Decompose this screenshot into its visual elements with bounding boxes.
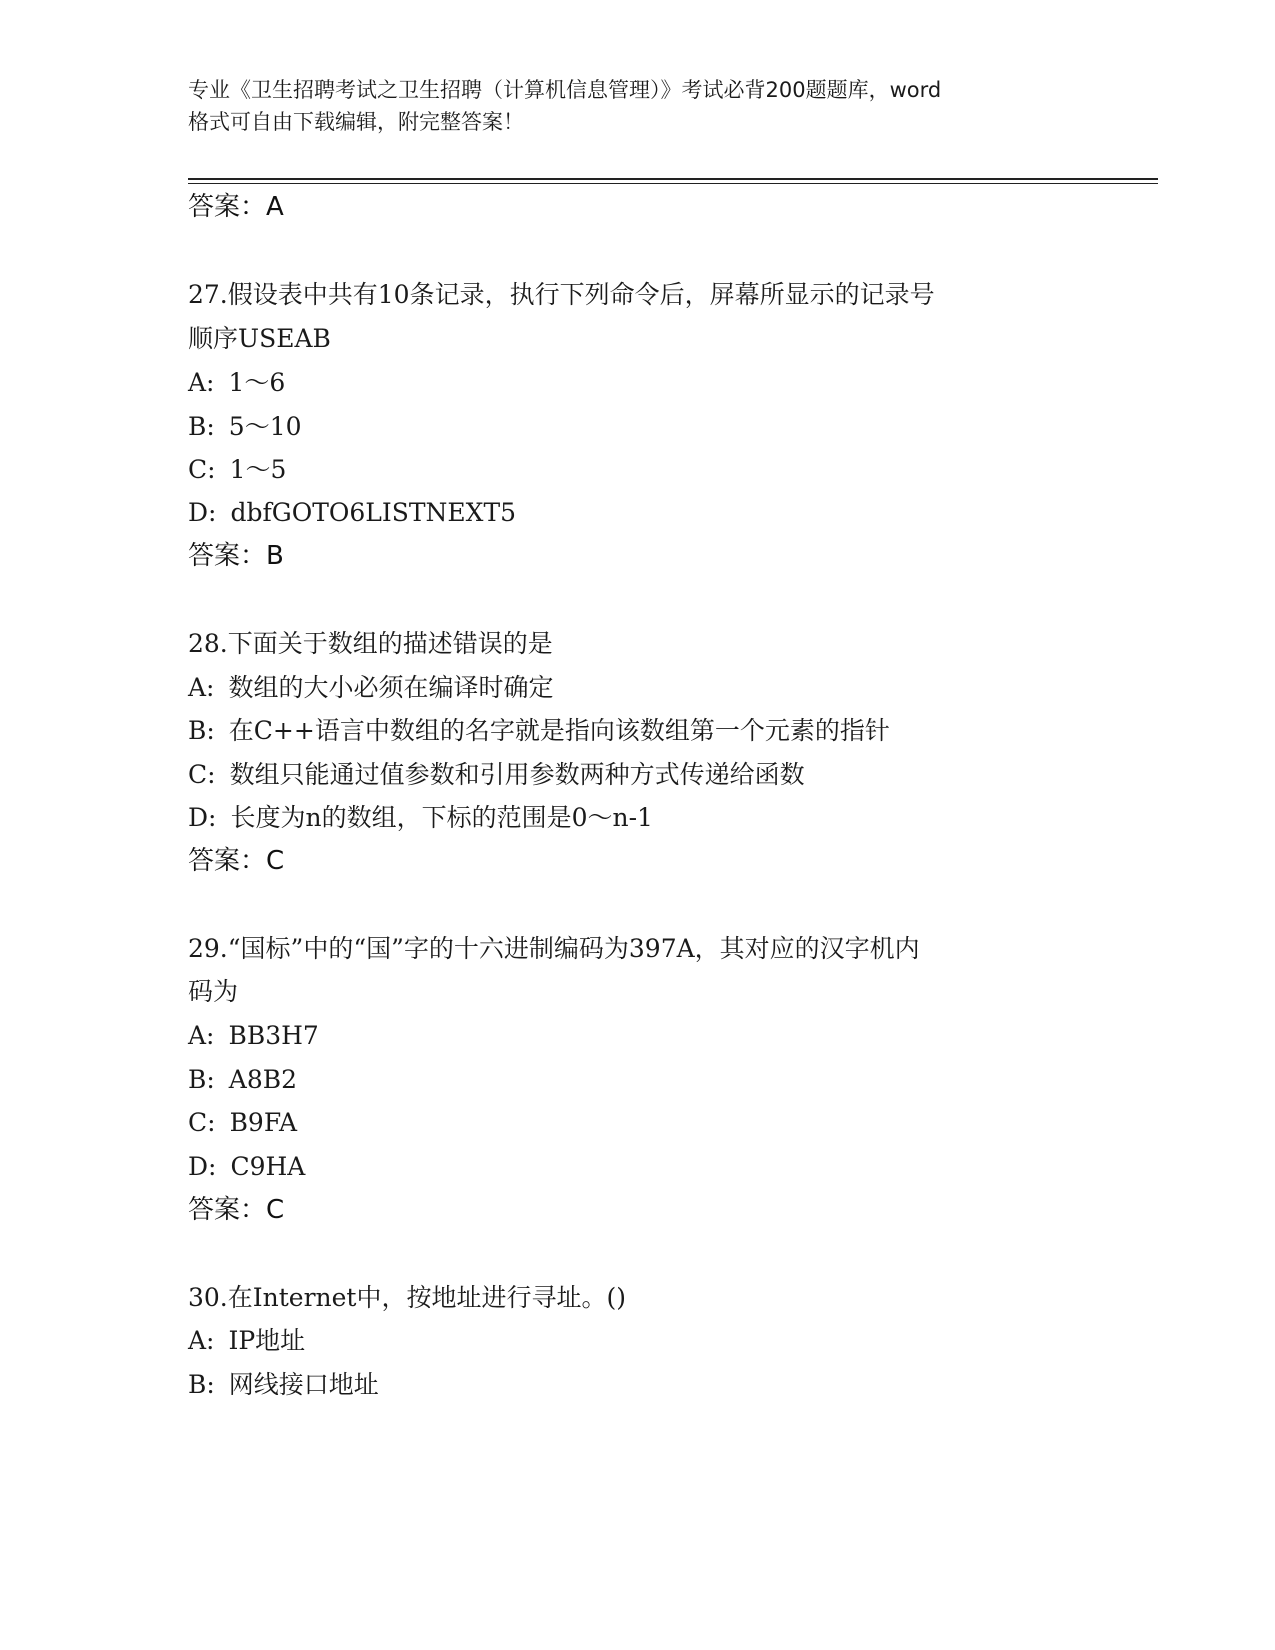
question-27-answer: 答案：B (188, 541, 284, 571)
option-key: B: (188, 1065, 215, 1094)
question-28-option-b (188, 715, 890, 747)
document-header (188, 74, 1088, 138)
option-key: A: (188, 1326, 215, 1355)
option-key: D: (188, 498, 217, 527)
question-28-answer: 答案：C (188, 846, 285, 876)
header-divider-thin (188, 183, 1158, 184)
option-key: B: (188, 412, 215, 441)
option-text: 1～6 (228, 368, 286, 397)
option-text: dbfGOTO6LISTNEXT5 (230, 498, 517, 527)
option-text: B9FA (229, 1108, 298, 1137)
option-key: A: (188, 1021, 215, 1050)
question-30-option-a (188, 1325, 305, 1357)
option-text: C9HA (230, 1152, 306, 1181)
answer-previous: 答案：A (188, 192, 284, 222)
option-key: C: (188, 760, 216, 789)
option-text: 1～5 (229, 455, 287, 484)
question-29-option-c (188, 1107, 297, 1139)
question-27-option-b (188, 411, 302, 443)
question-27-option-a (188, 367, 285, 399)
option-text: 数组只能通过值参数和引用参数两种方式传递给函数 (229, 760, 805, 789)
question-29-option-b (188, 1064, 297, 1096)
question-29-stem-line-2: 码为 (188, 977, 239, 1006)
header-divider-thick (188, 178, 1158, 180)
option-key: C: (188, 1108, 216, 1137)
option-text: 数组的大小必须在编译时确定 (228, 673, 554, 702)
header-line-1: 专业《卫生招聘考试之卫生招聘（计算机信息管理）》考试必背200题题库，word (188, 78, 942, 102)
option-text: IP地址 (228, 1326, 306, 1355)
option-key: C: (188, 455, 216, 484)
option-key: D: (188, 1152, 217, 1181)
question-29-option-d (188, 1151, 305, 1183)
option-text: 网线接口地址 (228, 1370, 379, 1399)
question-30-stem: 30.在Internet中，按地址进行寻址。() (188, 1283, 626, 1312)
question-28-option-d (188, 802, 653, 834)
question-28-option-c (188, 759, 805, 791)
option-key: A: (188, 673, 215, 702)
option-text: 5～10 (228, 412, 302, 441)
question-27-stem-line-2: 顺序USEAB (188, 324, 331, 353)
header-line-2: 格式可自由下载编辑，附完整答案！ (188, 110, 524, 134)
question-27-option-c (188, 454, 286, 486)
option-text: A8B2 (228, 1065, 298, 1094)
option-key: D: (188, 803, 217, 832)
option-text: 长度为n的数组，下标的范围是0～n-1 (230, 803, 653, 832)
question-29-stem-line-1: 29.“国标”中的“国”字的十六进制编码为397A，其对应的汉字机内 (188, 934, 920, 963)
option-text: BB3H7 (228, 1021, 319, 1050)
question-27-option-d (188, 497, 516, 529)
question-28-stem: 28.下面关于数组的描述错误的是 (188, 629, 553, 658)
question-27-stem-line-1: 27.假设表中共有10条记录，执行下列命令后，屏幕所显示的记录号 (188, 280, 935, 309)
question-30-option-b (188, 1369, 379, 1401)
question-29-answer: 答案：C (188, 1195, 285, 1225)
option-key: B: (188, 716, 215, 745)
option-key: A: (188, 368, 215, 397)
question-28-option-a (188, 672, 554, 704)
option-text: 在C++语言中数组的名字就是指向该数组第一个元素的指针 (228, 716, 890, 745)
question-29-option-a (188, 1020, 319, 1052)
option-key: B: (188, 1370, 215, 1399)
